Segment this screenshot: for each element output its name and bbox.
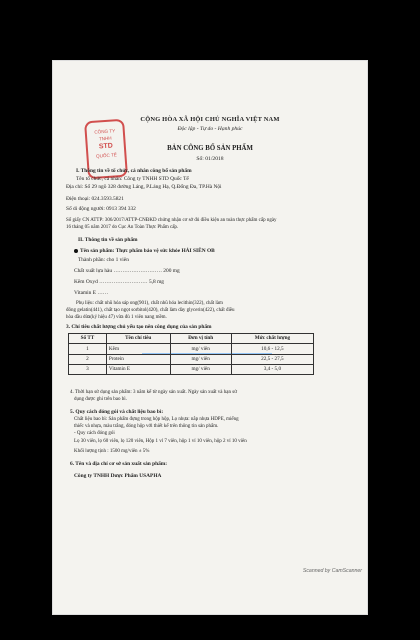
motto: Độc lập - Tự do - Hạnh phúc [177,126,243,132]
ingredient-3: Vitamin E …… [74,290,109,296]
cell: 2 [69,354,107,364]
section-5-title: 5. Quy cách đóng gói và chất liệu bao bì: [70,409,164,415]
manufacturer-name: Công ty TNHH Dược Phẩm USAPHA [74,473,162,479]
seal-line-4: QUỐC TẾ [95,152,118,159]
shelf-life-line-2: dụng được ghi trên bao bì. [74,397,127,402]
col-level: Mức chất lượng [231,334,313,344]
scanner-watermark: Scanned by CamScanner [302,568,362,574]
top-black-bar [0,0,420,60]
cell: Protein [106,354,170,364]
org-mobile: Số di động người: 0913 394 332 [66,206,136,212]
org-address: Địa chỉ: Số 29 ngõ 328 đường Láng, P.Láng Hạ, Q.Đống Đa, TP.Hà Nội [66,184,222,190]
seal-line-3: STD [98,142,114,151]
cell: Kẽm [106,344,170,354]
cell: mg/ viên [170,354,231,364]
shelf-life-line-1: 4. Thời hạn sử dụng sản phẩm: 3 năm kể từ ngày sản xuất. Ngày sản xuất và hạn sử [70,390,237,395]
section-1-title: I. Thông tin về tổ chức, cá nhân công bố sản phẩm [76,168,192,174]
seal-line-2: TNHH [98,135,112,142]
table-header-row [69,334,314,344]
ingredient-2: Kẽm Oxyd ……………………… 5,8 mg [74,279,164,285]
document-title: BẢN CÔNG BỐ SẢN PHẨM [167,145,253,152]
table-row [69,364,314,374]
seal-line-1: CÔNG TY [94,128,116,135]
additives-line-1: Phụ liệu: chất nhũ hóa sáp ong(901), chất nhũ hóa lecithin(322), chất làm [76,301,223,306]
cell: mg/ viên [170,344,231,354]
cell: 10,6 - 12,5 [231,344,313,354]
packaging-line-2: thiếc và nhựa, màu trắng, đóng hộp với thiết kế trên thông tin sản phẩm. [74,424,219,429]
packaging-line-4: Lọ 30 viên, lọ 60 viên, lọ 120 viên, Hộp 1 vỉ 7 viên, hộp 1 vỉ 10 viên, hộp 2 vỉ 10 viên [74,439,247,444]
cert-line-1: Số giấy CN ATTP: 306/2017/ATTP-CNĐKD chứng nhận cơ sở đủ điều kiện an toàn thực phẩm cấp ngày [66,218,277,223]
cell: 22,5 - 27,5 [231,354,313,364]
col-unit: Đơn vị tính [170,334,231,344]
additives-line-2: đông gelatin(441), chất tạo ngọt sorbitol(420), chất làm dày glycerin(422), chất điều [66,308,235,313]
composition-label: Thành phần: cho 1 viên [78,257,129,263]
packaging-line-3: - Quy cách đóng gói [74,431,115,436]
org-name: Tên tổ chức, cá nhân: Công ty TNHH STD Quốc Tế [76,176,189,182]
quality-table [68,333,314,375]
nation-heading: CỘNG HÒA XÃ HỘI CHỦ NGHĨA VIỆT NAM [140,116,280,123]
org-phone: Điện thoại: 024.3593.5821 [66,196,124,202]
cert-line-2: 16 tháng 05 năm 2017 do Cục An Toàn Thực Phẩm cấp. [66,225,179,230]
table-row [69,354,314,364]
col-indicator: Tên chỉ tiêu [106,334,170,344]
table-row [69,344,314,354]
packaging-line-1: Chất liệu bao bì: Sản phẩm đựng trong hộp hộp, Lọ nhựa: nắp nhựa HDPE, miếng [74,417,239,422]
product-name-text: Tên sản phẩm: Thực phẩm bảo vệ sức khỏe HẢI SIÊN OB [80,248,215,254]
product-name [74,248,366,255]
col-no: Số TT [69,334,107,344]
bullet-icon [74,249,78,253]
section-2-title: II. Thông tin về sản phẩm [78,237,138,243]
cell: Vitamin E [106,364,170,374]
section-3-title: 3. Chỉ tiêu chất lượng chủ yếu tạo nên công dụng của sản phẩm [66,324,212,330]
packaging-line-5: Khối lượng tịnh : 1500 mg/viên ± 5% [74,449,150,454]
document-number: Số: 01/2018 [196,156,224,162]
section-6-title: 6. Tên và địa chỉ cơ sở sản xuất sản phẩm: [70,461,168,467]
scanned-document-page [52,60,368,615]
cell: mg/ viên [170,364,231,374]
cell: 3,4 - 5,0 [231,364,313,374]
ingredient-1: Chất xuất lựa hàu ……………………… 200 mg [74,268,180,274]
cell: 1 [69,344,107,354]
additives-line-3: hòa dầu dừa(ký hiệu 47) vừa đủ 1 viên nang mềm. [66,315,167,320]
bottom-black-bar [0,615,420,640]
cell: 3 [69,364,107,374]
